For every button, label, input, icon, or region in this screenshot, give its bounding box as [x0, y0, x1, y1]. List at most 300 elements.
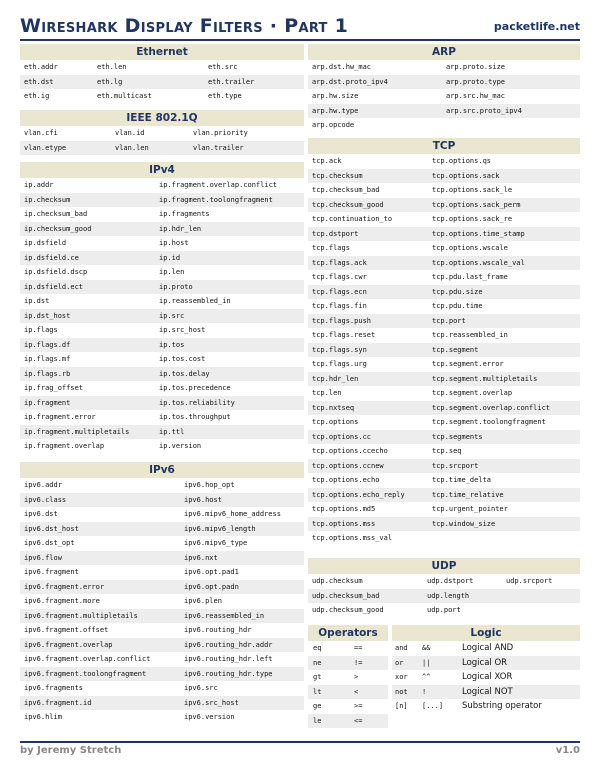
filter-field: ipv6.hop_opt: [184, 481, 235, 489]
filter-field: tcp.options.sack_perm: [432, 200, 521, 209]
filter-field: arp.hw.size: [312, 92, 359, 100]
filter-field: ipv6.dst_host: [24, 524, 79, 533]
table-row: [308, 699, 388, 714]
filter-field: tcp.options.wscale: [432, 244, 508, 252]
table-row: [308, 531, 580, 546]
page-title: Wireshark Display Filters · Part 1: [20, 15, 349, 37]
table-row: [20, 280, 304, 295]
filter-field: ip.checksum_bad: [24, 210, 88, 218]
filter-field: ip.src: [159, 311, 185, 320]
filter-field: udp.checksum: [312, 577, 363, 585]
table-row: [308, 227, 580, 242]
table-row: [20, 507, 304, 522]
filter-field: eth.addr: [24, 63, 58, 71]
filter-field: tcp.flags.ecn: [312, 287, 367, 296]
table-row: [308, 603, 580, 618]
site-url: packetlife.net: [493, 20, 580, 33]
table-row: [20, 425, 304, 440]
table-row: [20, 381, 304, 396]
filter-field: tcp.seq: [432, 447, 462, 455]
filter-field: ipv6.dst_opt: [24, 539, 75, 547]
filter-field: ip.tos.throughput: [159, 413, 231, 421]
table-row: [308, 685, 388, 700]
filter-field: ipv6.host: [184, 495, 222, 504]
operator-token: ||: [422, 658, 431, 667]
filter-field: ip.len: [159, 268, 185, 276]
filter-field: arp.src.hw_mac: [446, 92, 506, 100]
table-row: [308, 299, 580, 314]
filter-field: tcp.flags.urg: [312, 360, 367, 368]
filter-field: eth.ig: [24, 92, 50, 100]
filter-field: ipv6.addr: [24, 481, 62, 489]
operator-token: <=: [354, 716, 363, 725]
filter-field: ipv6.fragment.overlap: [24, 640, 113, 649]
filter-field: arp.hw.type: [312, 106, 359, 115]
filter-field: ip.checksum: [24, 195, 71, 204]
table-row: [20, 309, 304, 324]
filter-field: tcp.flags.reset: [312, 331, 376, 339]
logic-description: Logical OR: [462, 657, 508, 668]
table-row: [308, 154, 580, 169]
table-row: [308, 415, 580, 430]
table-row: [20, 89, 304, 104]
ethernet-section: [20, 44, 304, 104]
operator-token: ne: [313, 658, 322, 667]
table-row: [308, 256, 580, 271]
udp-section-title: UDP: [308, 558, 580, 574]
table-row: [308, 656, 388, 671]
filter-field: tcp.dstport: [312, 229, 359, 238]
filter-field: ipv6.src: [184, 684, 218, 692]
table-row: [308, 430, 580, 445]
filter-field: tcp.window_size: [432, 519, 496, 528]
table-row: [392, 670, 580, 685]
filter-field: ip.src_host: [159, 326, 206, 334]
filter-field: ip.fragment.overlap.conflict: [159, 181, 278, 189]
operator-token: gt: [313, 673, 322, 681]
ipv6-filter-list: [20, 478, 304, 725]
filter-field: tcp.options.sack_re: [432, 215, 513, 223]
table-row: [20, 439, 304, 454]
filter-field: ipv6.fragment.toolongfragment: [24, 669, 147, 678]
filter-field: ipv6.fragment.id: [24, 698, 92, 707]
filter-field: ipv6.fragments: [24, 684, 84, 692]
filter-field: vlan.trailer: [193, 143, 244, 152]
filter-field: arp.dst.proto_ipv4: [312, 77, 388, 86]
operator-token: xor: [395, 673, 408, 681]
ethernet-section-title: Ethernet: [20, 44, 304, 60]
filter-field: ip.flags.mf: [24, 355, 71, 363]
filter-field: arp.opcode: [312, 121, 355, 129]
filter-field: ipv6.fragment.overlap.conflict: [24, 655, 151, 663]
filter-field: tcp.nxtseq: [312, 403, 355, 412]
filter-field: tcp.checksum_bad: [312, 186, 380, 194]
tcp-filter-list: [308, 154, 580, 546]
table-row: [308, 386, 580, 401]
page-footer: [20, 741, 580, 756]
table-row: [308, 75, 580, 90]
filter-field: tcp.continuation_to: [312, 215, 393, 223]
table-row: [308, 118, 580, 133]
table-row: [20, 638, 304, 653]
filter-field: tcp.options.time_stamp: [432, 229, 525, 238]
table-row: [308, 198, 580, 213]
filter-field: ipv6.mipv6_length: [184, 524, 256, 533]
table-row: [308, 285, 580, 300]
operator-token: [...]: [422, 702, 444, 710]
filter-field: ipv6.dst: [24, 510, 58, 518]
table-row: [308, 357, 580, 372]
filter-field: ipv6.routing_hdr: [184, 626, 252, 634]
filter-field: ip.version: [159, 442, 202, 450]
table-row: [308, 270, 580, 285]
arp-section: [308, 44, 580, 133]
filter-field: tcp.options.mss_val: [312, 534, 393, 542]
filter-field: tcp.checksum_good: [312, 200, 384, 209]
ipv4-filter-list: [20, 178, 304, 454]
table-row: [308, 473, 580, 488]
operator-token: ge: [313, 702, 322, 710]
table-row: [308, 169, 580, 184]
filter-field: ip.proto: [159, 282, 193, 291]
filter-field: ipv6.fragment.multipletails: [24, 611, 138, 620]
ipv4-section: [20, 162, 304, 454]
filter-field: arp.proto.type: [446, 77, 506, 86]
filter-field: ip.hdr_len: [159, 224, 202, 233]
filter-field: tcp.options.echo: [312, 476, 380, 484]
filter-field: tcp.options.qs: [432, 157, 492, 165]
filter-field: ip.fragment: [24, 398, 71, 407]
filter-field: tcp.len: [312, 389, 342, 397]
filter-field: eth.dst: [24, 77, 54, 86]
filter-field: ipv6.hlim: [24, 713, 62, 721]
filter-field: tcp.checksum: [312, 171, 363, 180]
filter-field: ipv6.opt.pad1: [184, 568, 239, 576]
filter-field: ip.host: [159, 239, 189, 247]
logic-section: [392, 625, 580, 714]
filter-field: ip.tos.precedence: [159, 384, 231, 392]
ipv6-section: [20, 462, 304, 725]
filter-field: tcp.options.md5: [312, 505, 376, 513]
filter-field: ipv6.fragment.offset: [24, 626, 109, 634]
table-row: [308, 444, 580, 459]
table-row: [20, 565, 304, 580]
table-row: [308, 183, 580, 198]
logic-description: Logical NOT: [462, 686, 513, 697]
filter-field: ip.flags.df: [24, 340, 71, 349]
filter-field: arp.proto.size: [446, 63, 506, 71]
table-row: [308, 459, 580, 474]
operator-token: not: [395, 687, 408, 696]
filter-field: tcp.pdu.time: [432, 302, 483, 310]
filter-field: ipv6.plen: [184, 597, 222, 605]
filter-field: ip.dsfield: [24, 239, 67, 247]
ieee-802-1q-section: [20, 110, 304, 155]
table-row: [20, 536, 304, 551]
table-row: [308, 314, 580, 329]
version-label: v1.0: [555, 745, 580, 756]
filter-field: tcp.segment.toolongfragment: [432, 418, 546, 426]
filter-field: tcp.pdu.size: [432, 287, 483, 296]
table-row: [308, 589, 580, 604]
table-row: [20, 667, 304, 682]
filter-field: tcp.segment.error: [432, 360, 504, 368]
table-row: [308, 372, 580, 387]
header-rule: [20, 39, 580, 41]
filter-field: tcp.options.echo_reply: [312, 490, 405, 499]
filter-field: ipv6.routing_hdr.left: [184, 655, 273, 663]
operator-token: ^^: [422, 673, 431, 681]
operator-token: le: [313, 716, 322, 725]
filter-field: ip.fragment.toolongfragment: [159, 195, 273, 204]
operator-token: ==: [354, 644, 363, 652]
table-row: [392, 641, 580, 656]
filter-field: ipv6.opt.padn: [184, 582, 239, 591]
author-credit: by Jeremy Stretch: [20, 745, 122, 756]
operator-token: !=: [354, 658, 363, 667]
filter-field: tcp.options.cc: [312, 432, 372, 441]
table-row: [308, 89, 580, 104]
filter-field: tcp.flags.cwr: [312, 273, 367, 281]
filter-field: ip.dst: [24, 297, 50, 305]
filter-field: ip.tos.reliability: [159, 398, 235, 407]
table-row: [20, 652, 304, 667]
filter-field: tcp.options.sack_le: [432, 186, 513, 194]
table-row: [308, 714, 388, 729]
udp-filter-list: [308, 574, 580, 618]
page-header: [20, 14, 580, 38]
table-row: [308, 401, 580, 416]
filter-field: arp.dst.hw_mac: [312, 63, 372, 71]
filter-field: ip.dsfield.ect: [24, 282, 84, 291]
filter-field: ip.flags.rb: [24, 369, 71, 378]
filter-field: ipv6.class: [24, 495, 67, 504]
ieee-section-title: IEEE 802.1Q: [20, 110, 304, 126]
ipv4-section-title: IPv4: [20, 162, 304, 178]
table-row: [20, 594, 304, 609]
table-row: [308, 670, 388, 685]
table-row: [392, 685, 580, 700]
operator-token: >: [354, 673, 359, 681]
table-row: [20, 580, 304, 595]
logic-filter-list: [392, 641, 580, 714]
filter-field: eth.len: [97, 63, 127, 71]
filter-field: ip.tos: [159, 340, 185, 349]
table-row: [20, 75, 304, 90]
filter-field: tcp.segment: [432, 345, 479, 354]
filter-field: ipv6.src_host: [184, 698, 239, 707]
filter-field: ip.tos.cost: [159, 355, 206, 363]
table-row: [20, 141, 304, 156]
ipv6-section-title: IPv6: [20, 462, 304, 478]
filter-field: ip.fragment.overlap: [24, 442, 105, 450]
operator-token: eq: [313, 644, 322, 652]
tcp-section-title: TCP: [308, 138, 580, 154]
filter-field: tcp.time_delta: [432, 476, 492, 484]
filter-field: tcp.options.wscale_val: [432, 258, 525, 267]
filter-field: tcp.segment.overlap.conflict: [432, 403, 551, 412]
table-row: [20, 681, 304, 696]
filter-field: tcp.segment.overlap: [432, 389, 513, 397]
filter-field: tcp.options.ccecho: [312, 447, 388, 455]
logic-description: Logical XOR: [462, 672, 513, 682]
table-row: [20, 609, 304, 624]
table-row: [20, 396, 304, 411]
operator-token: <: [354, 687, 359, 696]
table-row: [20, 478, 304, 493]
tcp-section: [308, 138, 580, 546]
filter-field: tcp.hdr_len: [312, 374, 359, 383]
filter-field: ip.frag_offset: [24, 384, 84, 392]
filter-field: ipv6.fragment: [24, 568, 79, 576]
filter-field: ip.dsfield.dscp: [24, 268, 88, 276]
filter-field: udp.checksum_bad: [312, 591, 380, 600]
logic-description: Substring operator: [462, 701, 542, 711]
filter-field: vlan.etype: [24, 143, 67, 152]
table-row: [20, 623, 304, 638]
filter-field: tcp.flags.ack: [312, 258, 367, 267]
table-row: [20, 352, 304, 367]
table-row: [308, 104, 580, 119]
table-row: [20, 207, 304, 222]
operators-filter-list: [308, 641, 388, 728]
filter-field: vlan.id: [115, 129, 145, 137]
table-row: [308, 517, 580, 532]
filter-field: tcp.options: [312, 418, 359, 426]
filter-field: tcp.pdu.last_frame: [432, 273, 508, 281]
table-row: [308, 488, 580, 503]
ieee-filter-list: [20, 126, 304, 155]
ethernet-filter-list: [20, 60, 304, 104]
filter-field: ipv6.flow: [24, 553, 62, 562]
filter-field: vlan.priority: [193, 129, 248, 137]
table-row: [20, 710, 304, 725]
table-row: [20, 222, 304, 237]
filter-field: tcp.segments: [432, 432, 483, 441]
table-row: [20, 493, 304, 508]
filter-field: udp.srcport: [506, 577, 553, 585]
filter-field: ipv6.fragment.error: [24, 582, 105, 591]
filter-field: tcp.flags.push: [312, 316, 372, 325]
filter-field: ipv6.routing_hdr.type: [184, 669, 273, 678]
udp-section: [308, 558, 580, 618]
filter-field: ipv6.version: [184, 713, 235, 721]
operators-section: [308, 625, 388, 728]
filter-field: ipv6.nxt: [184, 553, 218, 562]
filter-field: udp.dstport: [427, 577, 474, 585]
filter-field: tcp.time_relative: [432, 490, 504, 499]
filter-field: ip.id: [159, 253, 181, 262]
filter-field: eth.multicast: [97, 92, 152, 100]
filter-field: vlan.len: [115, 143, 149, 152]
table-row: [308, 328, 580, 343]
table-row: [308, 241, 580, 256]
filter-field: eth.type: [208, 92, 242, 100]
filter-field: ip.dst_host: [24, 311, 71, 320]
filter-field: ipv6.fragment.more: [24, 597, 100, 605]
operator-token: >=: [354, 702, 363, 710]
logic-description: Logical AND: [462, 643, 514, 653]
arp-filter-list: [308, 60, 580, 133]
filter-field: tcp.options.mss: [312, 519, 376, 528]
table-row: [20, 251, 304, 266]
filter-field: udp.length: [427, 591, 470, 600]
table-row: [20, 126, 304, 141]
filter-field: tcp.flags: [312, 244, 350, 252]
table-row: [20, 193, 304, 208]
filter-field: tcp.flags.syn: [312, 345, 367, 354]
table-row: [20, 178, 304, 193]
filter-field: arp.src.proto_ipv4: [446, 106, 522, 115]
filter-field: tcp.srcport: [432, 461, 479, 470]
filter-field: ip.ttl: [159, 427, 185, 436]
filter-field: tcp.reassembled_in: [432, 331, 508, 339]
table-row: [308, 502, 580, 517]
filter-field: ip.dsfield.ce: [24, 253, 79, 262]
filter-field: vlan.cfi: [24, 129, 58, 137]
table-row: [308, 212, 580, 227]
logic-section-title: Logic: [392, 625, 580, 641]
filter-field: ipv6.reassembled_in: [184, 611, 265, 620]
table-row: [20, 294, 304, 309]
filter-field: ip.flags: [24, 326, 58, 334]
table-row: [20, 551, 304, 566]
table-row: [20, 236, 304, 251]
table-row: [20, 367, 304, 382]
filter-field: ip.reassembled_in: [159, 297, 231, 305]
filter-field: tcp.segment.multipletails: [432, 374, 538, 383]
filter-field: tcp.urgent_pointer: [432, 505, 508, 513]
filter-field: eth.src: [208, 63, 238, 71]
table-row: [392, 656, 580, 671]
table-row: [308, 343, 580, 358]
filter-field: ipv6.mipv6_type: [184, 539, 248, 547]
filter-field: tcp.ack: [312, 157, 342, 165]
table-row: [392, 699, 580, 714]
filter-field: tcp.options.ccnew: [312, 461, 384, 470]
operator-token: lt: [313, 687, 322, 696]
table-row: [20, 265, 304, 280]
table-row: [20, 522, 304, 537]
filter-field: ip.checksum_good: [24, 224, 92, 233]
filter-field: ipv6.routing_hdr.addr: [184, 640, 273, 649]
table-row: [20, 60, 304, 75]
table-row: [308, 574, 580, 589]
filter-field: udp.port: [427, 606, 461, 614]
filter-field: ip.addr: [24, 181, 54, 189]
table-row: [20, 696, 304, 711]
table-row: [20, 323, 304, 338]
filter-field: ip.fragments: [159, 210, 210, 218]
operator-token: and: [395, 644, 408, 652]
filter-field: eth.trailer: [208, 77, 255, 86]
filter-field: tcp.options.sack: [432, 171, 500, 180]
filter-field: tcp.flags.fin: [312, 302, 367, 310]
operators-section-title: Operators: [308, 625, 388, 641]
filter-field: ip.tos.delay: [159, 369, 210, 378]
operator-token: or: [395, 658, 404, 667]
operator-token: !: [422, 687, 427, 696]
filter-field: udp.checksum_good: [312, 606, 384, 614]
filter-field: eth.lg: [97, 77, 123, 86]
table-row: [308, 60, 580, 75]
arp-section-title: ARP: [308, 44, 580, 60]
filter-field: ip.fragment.error: [24, 413, 96, 421]
filter-field: ip.fragment.multipletails: [24, 427, 130, 436]
operator-token: [n]: [395, 702, 408, 710]
filter-field: tcp.port: [432, 316, 466, 325]
filter-field: ipv6.mipv6_home_address: [184, 510, 281, 518]
